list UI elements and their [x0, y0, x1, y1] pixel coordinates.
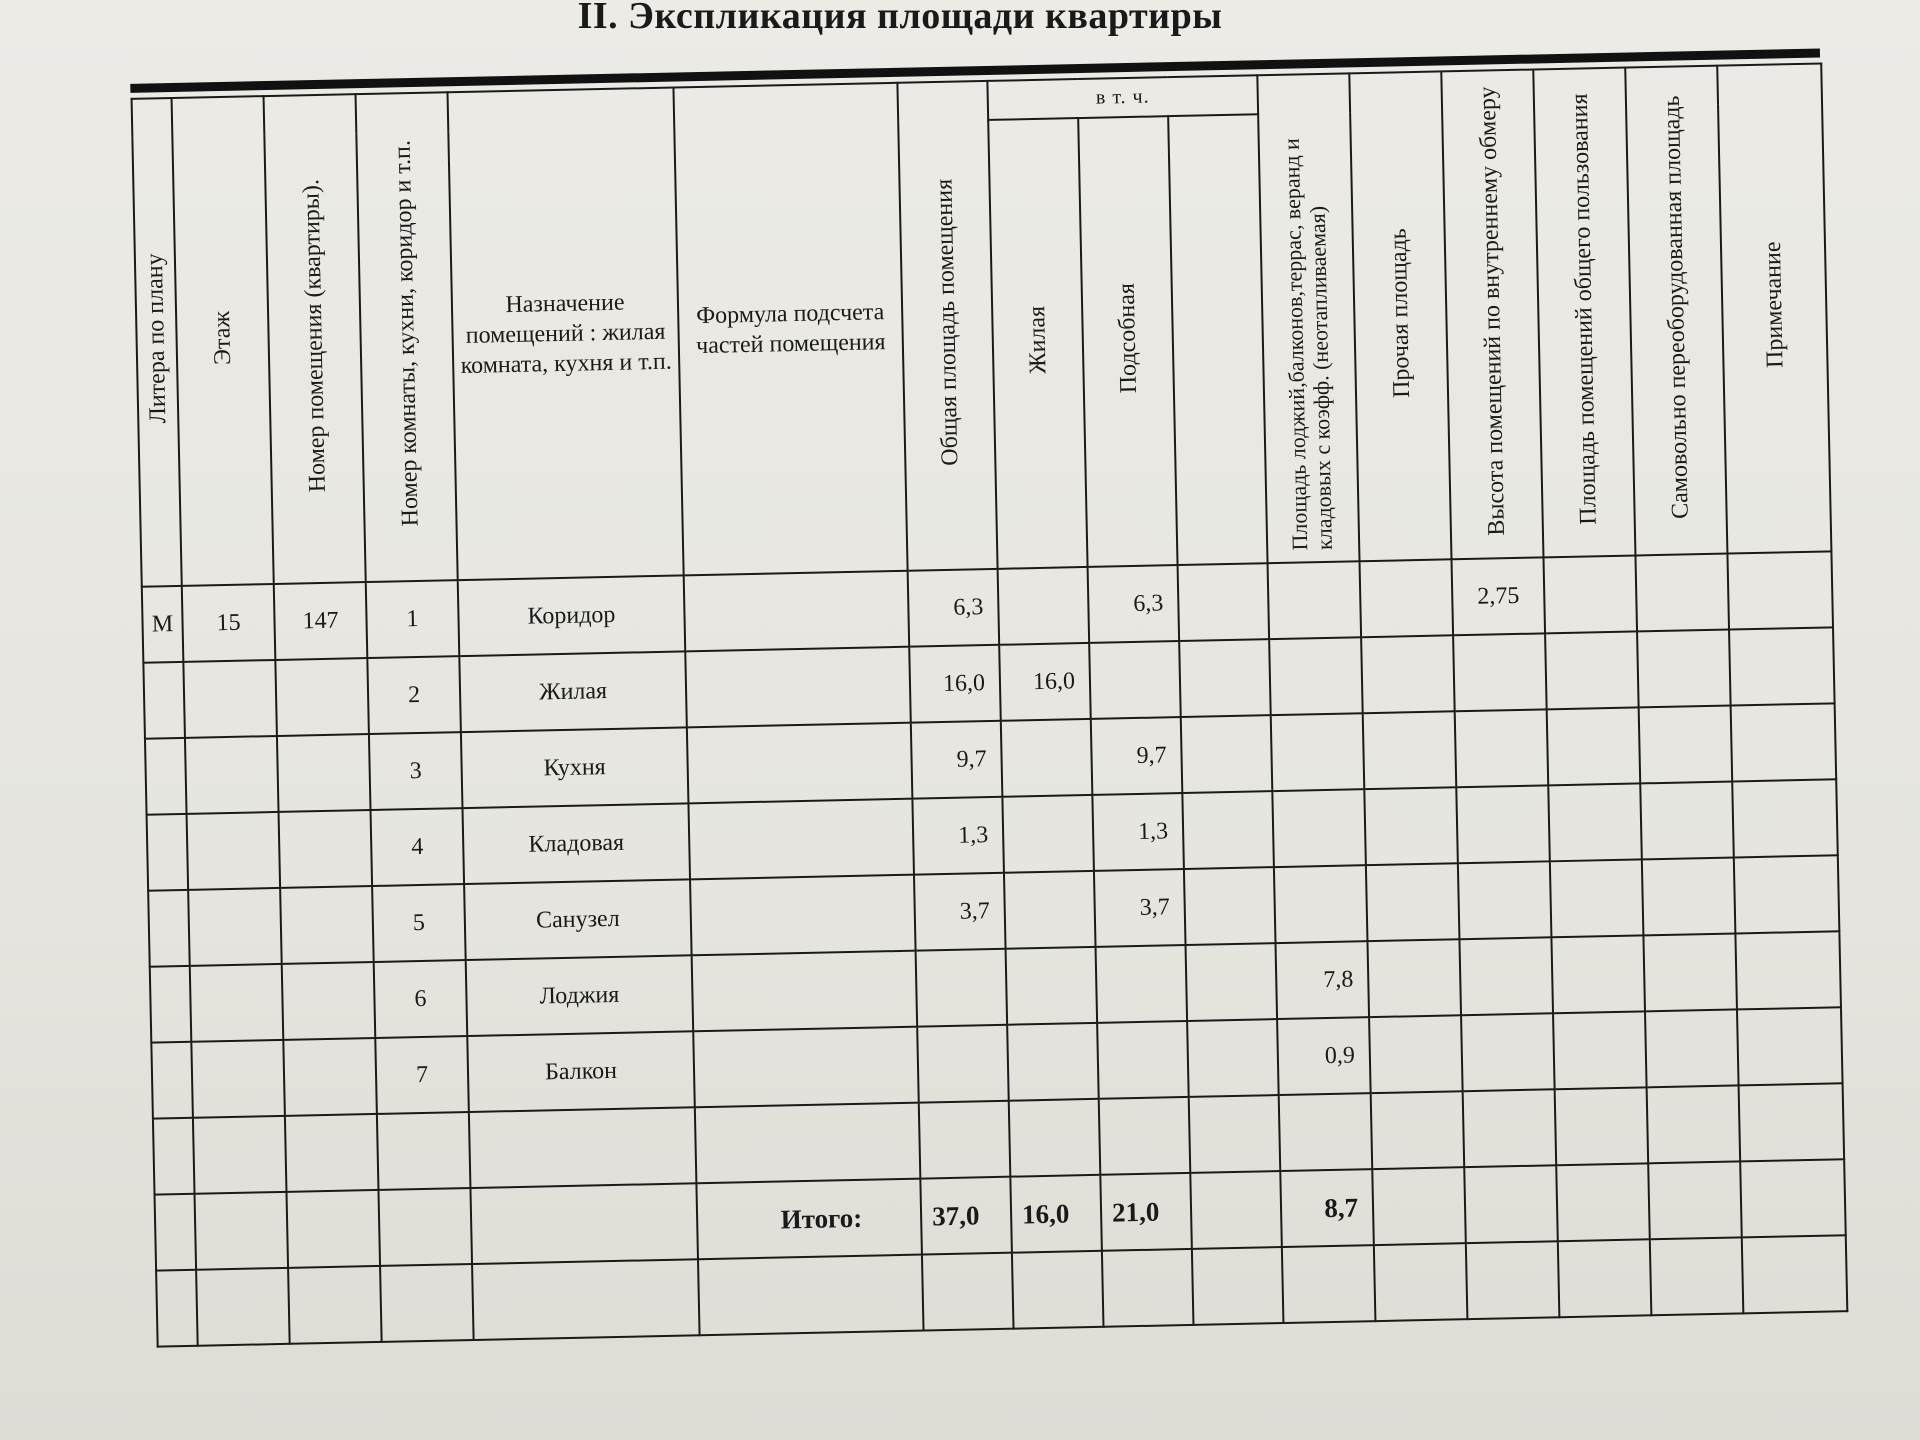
cell-apartment: [275, 658, 369, 736]
cell-litera: [150, 966, 192, 1043]
cell-unauthorized: [1639, 706, 1733, 784]
cell-auxiliary: [1096, 945, 1188, 1023]
cell-common: [1548, 783, 1642, 861]
cell-unauthorized: [1640, 781, 1734, 859]
cell-other: [1364, 787, 1458, 865]
cell-blank: [1181, 715, 1273, 793]
cell-purpose: Жилая: [459, 651, 687, 732]
cell-living: [1004, 871, 1096, 949]
cell-floor: [187, 812, 281, 890]
cell-unauthorized: [1645, 1009, 1739, 1087]
header-note: Примечание: [1717, 63, 1831, 553]
cell-total: 16,0: [909, 645, 1001, 723]
cell-note: [1734, 855, 1840, 933]
cell-other: [1360, 559, 1454, 637]
cell-auxiliary: [1097, 1021, 1189, 1099]
cell-formula: [693, 1027, 919, 1108]
cell-blank: [1186, 943, 1278, 1021]
cell-floor: [190, 964, 284, 1042]
cell-floor: 15: [182, 584, 276, 662]
cell-loggia: [1271, 713, 1365, 791]
cell-purpose: Балкон: [467, 1031, 695, 1112]
cell-litera: [151, 1042, 193, 1119]
cell-purpose: Коридор: [458, 575, 686, 656]
header-litera: Литера по плану: [132, 98, 182, 587]
cell-auxiliary: 9,7: [1091, 717, 1183, 795]
cell-apartment: [279, 810, 373, 888]
cell-other: [1367, 939, 1461, 1017]
header-incl: в т. ч.: [987, 75, 1258, 119]
cell-room: 6: [374, 960, 468, 1038]
cell-apartment: [282, 962, 376, 1040]
cell-other: [1361, 635, 1455, 713]
cell-blank: [1182, 791, 1274, 869]
cell-room: 2: [367, 656, 461, 734]
cell-litera: [145, 738, 187, 815]
cell-auxiliary: 3,7: [1094, 869, 1186, 947]
cell-litera: [148, 890, 190, 967]
cell-common: [1547, 707, 1641, 785]
cell-height: [1459, 937, 1553, 1015]
header-other: Прочая площадь: [1349, 71, 1451, 561]
cell-unauthorized: [1642, 857, 1736, 935]
cell-note: [1737, 1007, 1843, 1085]
cell-blank: [1178, 563, 1270, 641]
cell-room: 4: [371, 808, 465, 886]
cell-blank: [1184, 867, 1276, 945]
cell-loggia: [1269, 637, 1363, 715]
cell-height: [1456, 785, 1550, 863]
cell-floor: [188, 888, 282, 966]
cell-apartment: 147: [274, 582, 368, 660]
cell-common: [1550, 859, 1644, 937]
cell-height: [1458, 861, 1552, 939]
cell-total: 6,3: [908, 569, 1000, 647]
header-apartment: Номер помещения (квартиры).: [264, 94, 366, 584]
cell-litera: М: [142, 586, 184, 663]
cell-auxiliary: 6,3: [1088, 565, 1180, 643]
header-room: Номер комнаты, кухни, коридор и т.п.: [356, 92, 458, 582]
cell-room: 1: [366, 580, 460, 658]
cell-loggia: [1272, 789, 1366, 867]
cell-height: [1453, 633, 1547, 711]
cell-floor: [183, 660, 277, 738]
header-purpose: Назначение помещений : жилая комната, кухня и т.п.: [447, 88, 683, 581]
cell-formula: [688, 799, 914, 880]
cell-common: [1551, 935, 1645, 1013]
cell-purpose: Кухня: [461, 727, 689, 808]
cell-purpose: Лоджия: [466, 955, 694, 1036]
header-formula: Формула подсчета частей помещения: [673, 83, 907, 576]
cell-room: 7: [375, 1036, 469, 1114]
cell-total: [917, 1025, 1009, 1103]
cell-formula: [690, 875, 916, 956]
cell-apartment: [280, 886, 374, 964]
totals-loggia: 8,7: [1280, 1169, 1374, 1247]
cell-unauthorized: [1637, 630, 1731, 708]
header-unauthorized: Самовольно переоборудованная площадь: [1625, 66, 1727, 556]
cell-note: [1732, 779, 1838, 857]
cell-apartment: [283, 1038, 377, 1116]
explication-table-wrapper: [125, 36, 1852, 1371]
cell-height: [1461, 1013, 1555, 1091]
cell-note: [1735, 931, 1841, 1009]
cell-unauthorized: [1643, 933, 1737, 1011]
cell-common: [1545, 631, 1639, 709]
cell-blank: [1179, 639, 1271, 717]
cell-note: [1729, 627, 1835, 705]
cell-room: 5: [372, 884, 466, 962]
cell-formula: [687, 723, 913, 804]
cell-other: [1363, 711, 1457, 789]
cell-living: [1006, 947, 1098, 1025]
cell-loggia: 7,8: [1276, 941, 1370, 1019]
header-loggia: Площадь лоджий,балконов,террас, веранд и кладовых с коэфф. (неотапливаемая): [1257, 73, 1359, 563]
cell-total: 3,7: [914, 873, 1006, 951]
page-title: II. Экспликация площади квартиры: [577, 0, 1223, 37]
cell-living: [998, 567, 1090, 645]
cell-total: [916, 949, 1008, 1027]
totals-living: 16,0: [1010, 1175, 1102, 1253]
totals-label: Итого:: [696, 1179, 922, 1260]
cell-common: [1553, 1011, 1647, 1089]
cell-other: [1369, 1015, 1463, 1093]
cell-common: [1543, 555, 1637, 633]
header-total: Общая площадь помещения: [897, 81, 997, 571]
header-floor: Этаж: [172, 96, 274, 586]
cell-loggia: 0,9: [1277, 1017, 1371, 1095]
cell-floor: [191, 1040, 285, 1118]
cell-litera: [143, 662, 185, 739]
cell-auxiliary: [1089, 641, 1181, 719]
cell-living: [1001, 719, 1093, 797]
cell-living: [1007, 1023, 1099, 1101]
totals-total: 37,0: [920, 1177, 1012, 1255]
cell-room: 3: [369, 732, 463, 810]
cell-formula: [685, 647, 911, 728]
cell-blank: [1187, 1019, 1279, 1097]
cell-height: 2,75: [1452, 557, 1546, 635]
cell-living: 16,0: [999, 643, 1091, 721]
cell-purpose: Кладовая: [462, 803, 690, 884]
cell-formula: [684, 571, 910, 652]
cell-other: [1366, 863, 1460, 941]
header-auxiliary: Подсобная: [1078, 116, 1177, 567]
cell-purpose: Санузел: [464, 879, 692, 960]
cell-apartment: [277, 734, 371, 812]
cell-living: [1002, 795, 1094, 873]
totals-auxiliary: 21,0: [1100, 1173, 1192, 1251]
cell-total: 9,7: [911, 721, 1003, 799]
explication-table: [131, 62, 1849, 1347]
cell-loggia: [1268, 561, 1362, 639]
cell-formula: [692, 951, 918, 1032]
cell-note: [1727, 551, 1833, 629]
header-common: Площадь помещений общего пользования: [1533, 68, 1635, 558]
cell-note: [1731, 703, 1837, 781]
header-blank-subcol: [1168, 114, 1267, 565]
cell-total: 1,3: [912, 797, 1004, 875]
header-living: Жилая: [988, 118, 1087, 569]
header-height: Высота помещений по внутреннему обмеру: [1441, 70, 1543, 560]
cell-litera: [147, 814, 189, 891]
cell-height: [1455, 709, 1549, 787]
cell-floor: [185, 736, 279, 814]
cell-loggia: [1274, 865, 1368, 943]
cell-unauthorized: [1635, 554, 1729, 632]
cell-auxiliary: 1,3: [1092, 793, 1184, 871]
